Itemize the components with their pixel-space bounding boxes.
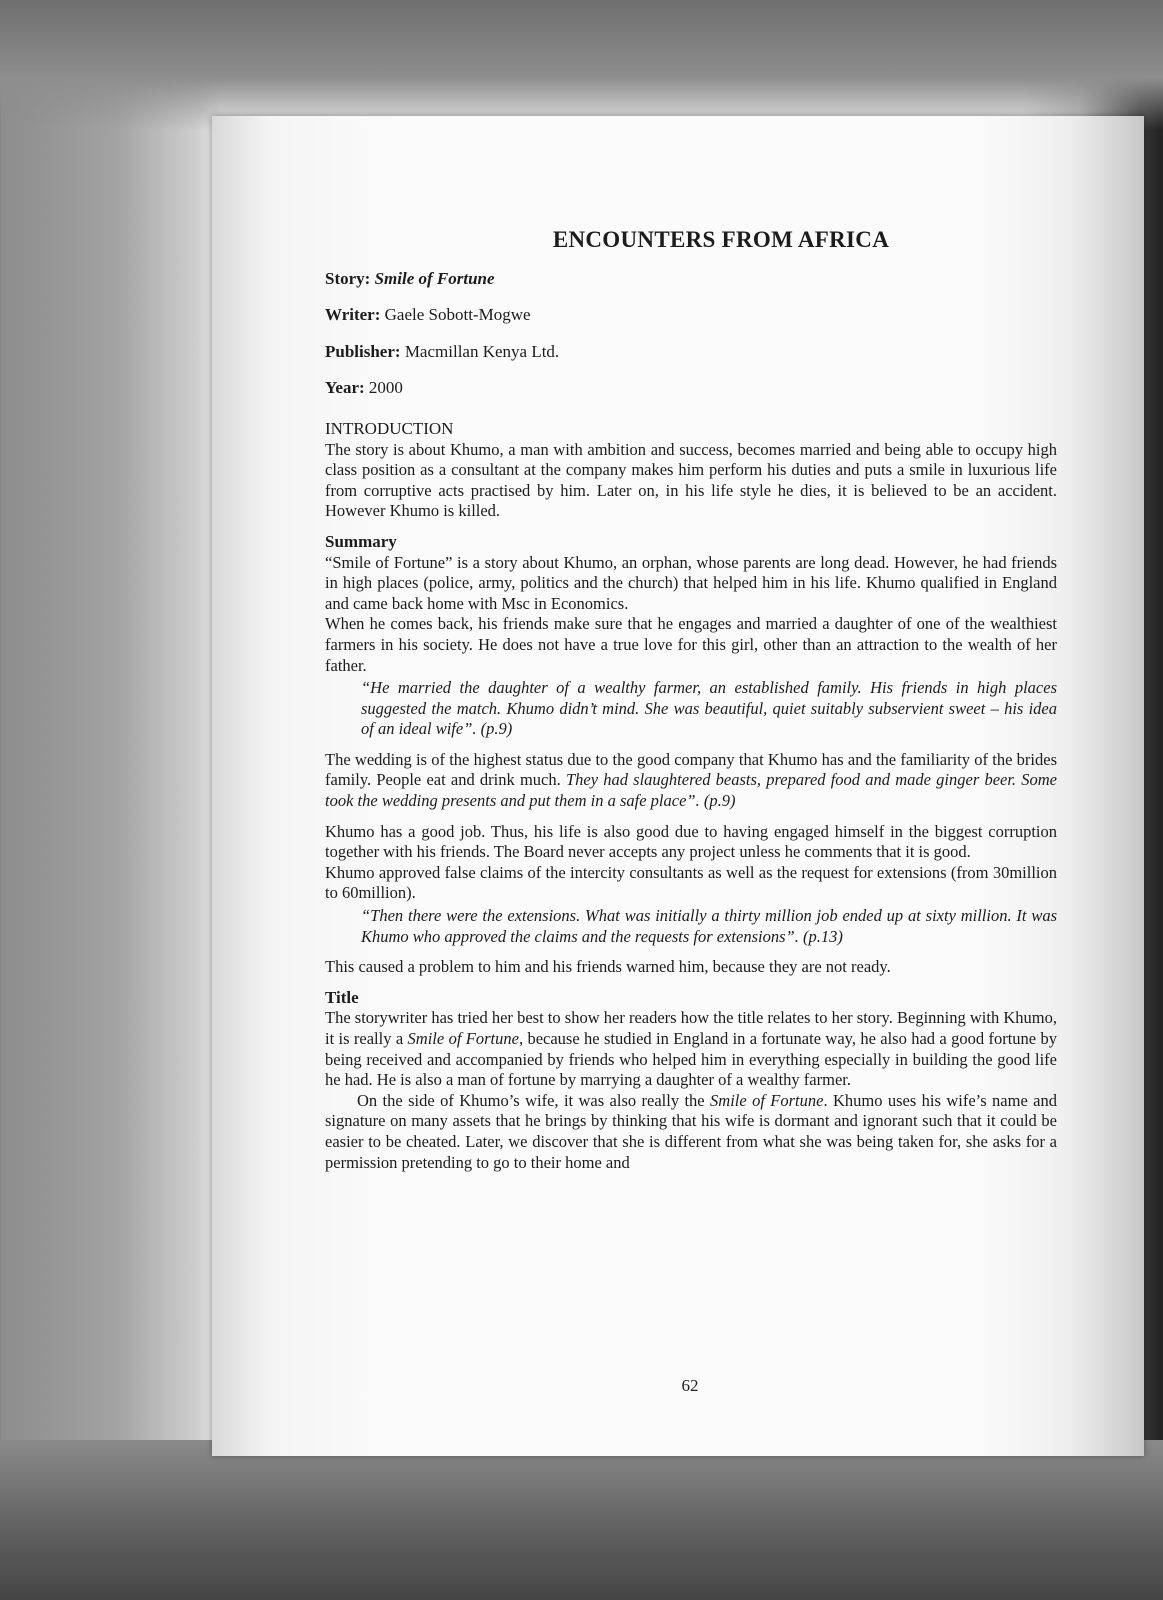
title-heading: Title xyxy=(325,987,359,1007)
story-line xyxy=(325,269,1057,290)
writer-label: Writer: xyxy=(325,305,381,325)
summary-paragraph-3 xyxy=(325,750,1057,812)
title-paragraph-1-c: , because he studied in England in a fortunate way, he also had a good fortune by being received and accompanied by friends who helped him in everything especially in building the good life he had. He is also a man of fortune by marrying a daughter of a wealthy farmer. xyxy=(325,1029,1057,1090)
publisher-value: Macmillan Kenya Ltd. xyxy=(404,341,560,361)
summary-quote-2: “Then there were the extensions. What was initially a thirty million job ended up at sixty million. It was Khumo who approved the claims and the requests for extensions”. (p.13) xyxy=(361,906,1057,946)
year-label: Year: xyxy=(325,378,365,398)
writer-value: Gaele Sobott-Mogwe xyxy=(384,305,531,325)
title-paragraph-2-a: On the side of Khumo’s wife, it was also really the xyxy=(357,1090,711,1110)
summary-paragraph-3-plain: The wedding is of the highest status due to the good company that Khumo has and the familiarity of the brides family. People eat and drink much. xyxy=(325,749,1057,790)
title-paragraph-1-italic: Smile of Fortune xyxy=(407,1029,519,1048)
summary-paragraph-6: This caused a problem to him and his friends warned him, because they are not ready. xyxy=(325,957,891,977)
summary-paragraph-3-italic: They had slaughtered beasts, prepared food and made ginger beer. Some took the wedding presents and put them in a safe place”. (p.9) xyxy=(325,770,1058,811)
title-paragraph-1-a: The storywriter has tried her best to show her readers how the title relates to her story. Beginning with Khumo, it is really a xyxy=(325,1008,1057,1048)
summary-quote-1: “He married the daughter of a wealthy farmer, an established family. His friends in high places suggested the match. Khumo didn’t mind. She was beautiful, quiet suitably subservient sweet – his idea of an ideal wife”. (p.9) xyxy=(361,678,1057,739)
scan-top-shadow xyxy=(0,0,1163,130)
title-paragraph-2-c: . Khumo uses his wife’s name and signature on many assets that he brings by thinking that his wife is dormant and ignorant such that it could be easier to be cheated. Later, we discover that she is different from what she was being taken for, she asks for a permission pretending to go to their home and xyxy=(325,1090,1057,1172)
summary-paragraph-4: Khumo has a good job. Thus, his life is also good due to having engaged himself in the biggest corruption together with his friends. The Board never accepts any project unless he comments that it is good. xyxy=(325,821,1057,862)
summary-paragraph-1: “Smile of Fortune” is a story about Khumo, an orphan, whose parents are long dead. However, he had friends in high places (police, army, politics and the church) that helped him in his life. Khumo qualified in England and came back home with Msc in Economics. xyxy=(325,552,1057,613)
introduction-heading: INTRODUCTION xyxy=(325,418,454,438)
story-label: Story: xyxy=(325,268,371,288)
year-line xyxy=(325,378,1057,399)
title-paragraph-2 xyxy=(325,1091,1057,1173)
page-content xyxy=(325,227,1058,1173)
page-number: 62 xyxy=(681,1376,699,1395)
writer-line xyxy=(325,305,1057,326)
publisher-label: Publisher: xyxy=(325,341,401,361)
summary-paragraph-5: Khumo approved false claims of the intercity consultants as well as the request for extensions (from 30million to 60million). xyxy=(325,862,1057,903)
summary-paragraph-2: When he comes back, his friends make sure that he engages and married a daughter of one of the wealthiest farmers in his society. He does not have a true love for this girl, other than an attraction to the wealth of her father. xyxy=(325,614,1057,675)
title-paragraph-2-italic: Smile of Fortune xyxy=(710,1090,824,1110)
page-title: ENCOUNTERS FROM AFRICA xyxy=(552,227,890,252)
title-paragraph-1 xyxy=(325,1008,1057,1090)
scan-bottom-shadow xyxy=(0,1440,1163,1600)
summary-heading: Summary xyxy=(325,531,397,551)
story-value: Smile of Fortune xyxy=(374,268,495,288)
year-value: 2000 xyxy=(368,378,403,398)
publisher-line xyxy=(325,342,1057,363)
introduction-text: The story is about Khumo, a man with ambition and success, becomes married and being able to occupy high class position as a consultant at the company makes him perform his duties and puts a smile in luxurious life from corruptive acts practised by him. Later on, in his life style he dies, it is believed to be an accident. However Khumo is killed. xyxy=(325,439,1057,521)
